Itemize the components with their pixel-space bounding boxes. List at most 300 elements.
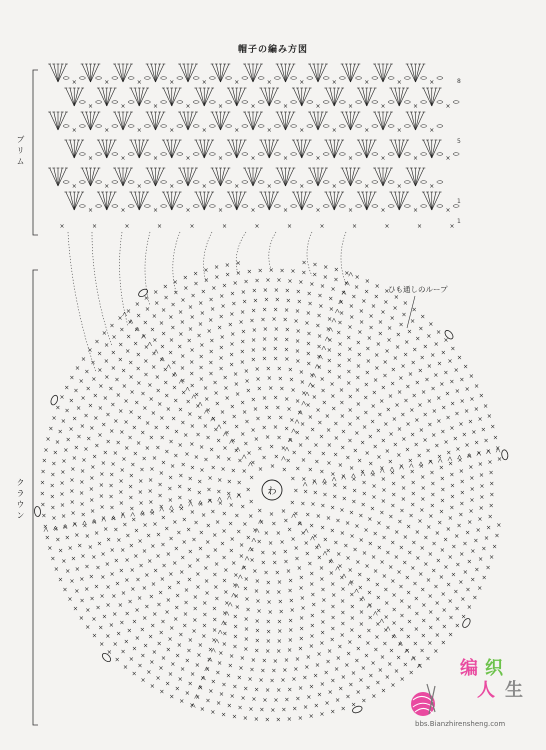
sc-symbol: × xyxy=(333,420,339,428)
sc-symbol: × xyxy=(251,696,257,704)
chain-symbol xyxy=(274,125,280,128)
fan-stitch xyxy=(227,192,264,214)
sc-symbol: × xyxy=(373,568,379,576)
fan-stitch xyxy=(324,192,361,214)
sc-symbol: × xyxy=(364,563,370,571)
sc-symbol: × xyxy=(49,482,55,490)
sc-symbol: × xyxy=(354,284,360,292)
sc-symbol: × xyxy=(495,445,501,453)
fan-stitch xyxy=(146,64,183,86)
sc-symbol: × xyxy=(139,466,145,474)
sc-symbol: × xyxy=(380,687,387,695)
sc-symbol: × xyxy=(272,559,278,567)
sc-symbol: × xyxy=(401,311,407,319)
sc-symbol: × xyxy=(488,502,494,510)
sc-symbol: × xyxy=(349,615,355,623)
sc-symbol: × xyxy=(254,647,260,655)
sc-symbol: × xyxy=(152,337,158,344)
sc-symbol: × xyxy=(295,398,301,406)
sc-symbol: × xyxy=(392,355,398,363)
sc-symbol: × xyxy=(331,127,337,134)
fan-stitch xyxy=(194,88,231,110)
sc-symbol: × xyxy=(420,485,426,493)
sc-symbol: × xyxy=(256,608,262,616)
sc-symbol: × xyxy=(102,449,108,457)
chain-symbol xyxy=(372,77,378,80)
sc-symbol: × xyxy=(412,103,419,110)
sc-symbol: × xyxy=(384,223,390,230)
sc-symbol: × xyxy=(243,367,249,375)
sc-symbol: × xyxy=(171,372,177,379)
fan-stitch xyxy=(243,64,280,86)
sc-symbol: × xyxy=(407,549,413,557)
sc-symbol: × xyxy=(335,696,341,704)
sc-symbol: × xyxy=(374,282,380,290)
sc-symbol: × xyxy=(319,640,325,648)
sc-symbol: × xyxy=(207,646,214,654)
sc-symbol: × xyxy=(180,296,186,304)
sc-symbol: × xyxy=(58,547,64,555)
chain-symbol xyxy=(291,181,297,184)
sc-symbol: × xyxy=(245,606,251,614)
chain-symbol xyxy=(193,205,199,208)
sc-symbol: × xyxy=(298,685,304,693)
sc-symbol: × xyxy=(221,711,227,719)
chain-symbol xyxy=(291,153,297,156)
sc-symbol: × xyxy=(447,515,453,523)
sc-symbol: × xyxy=(327,647,333,655)
sc-symbol: × xyxy=(214,595,220,603)
sc-symbol: × xyxy=(144,603,150,611)
sc-symbol: × xyxy=(283,558,289,566)
sc-symbol: × xyxy=(184,657,190,665)
sc-symbol: × xyxy=(299,615,305,623)
sc-symbol: × xyxy=(259,706,265,714)
sc-symbol: × xyxy=(338,387,345,394)
sc-symbol: × xyxy=(131,618,138,626)
sc-symbol: × xyxy=(299,127,305,134)
sc-symbol: × xyxy=(380,475,386,483)
sc-symbol: × xyxy=(85,624,91,631)
sc-symbol: × xyxy=(397,388,403,396)
sc-symbol: × xyxy=(369,505,376,513)
sc-symbol: × xyxy=(290,387,296,394)
sc-symbol: × xyxy=(199,443,205,451)
sc-symbol: × xyxy=(105,411,111,419)
sc-symbol: × xyxy=(415,335,421,343)
chain-symbol xyxy=(307,181,313,184)
sc-symbol: × xyxy=(363,381,369,389)
sc-symbol: × xyxy=(317,333,323,341)
sc-symbol: × xyxy=(248,498,254,506)
sc-symbol: × xyxy=(57,576,64,584)
sc-symbol: × xyxy=(197,545,204,553)
sc-symbol: × xyxy=(120,103,126,110)
sc-symbol: × xyxy=(268,540,274,548)
sc-symbol: × xyxy=(119,429,125,436)
sc-symbol: × xyxy=(384,448,390,455)
fan-stitch xyxy=(178,64,215,86)
sc-symbol: × xyxy=(70,510,76,518)
sc-symbol: × xyxy=(306,330,312,338)
sc-symbol: × xyxy=(91,554,97,562)
chain-symbol xyxy=(372,101,378,104)
sc-symbol: × xyxy=(84,563,90,571)
sc-symbol: × xyxy=(80,355,87,363)
sc-symbol: × xyxy=(156,223,163,230)
sc-symbol: × xyxy=(72,521,78,529)
sc-symbol: × xyxy=(414,416,420,424)
sc-symbol: × xyxy=(347,421,353,428)
sc-symbol: × xyxy=(186,647,192,655)
sc-symbol: × xyxy=(395,331,401,339)
sc-symbol: × xyxy=(173,428,180,436)
sc-symbol: × xyxy=(490,423,496,431)
sc-symbol: × xyxy=(156,640,162,648)
sc-symbol: × xyxy=(441,404,447,412)
sc-symbol: × xyxy=(223,384,229,392)
sc-symbol: × xyxy=(309,581,315,589)
sc-symbol: × xyxy=(412,580,418,588)
sc-symbol: × xyxy=(219,333,225,341)
sc-symbol: × xyxy=(308,713,314,721)
sc-symbol: × xyxy=(203,277,209,285)
sc-symbol: × xyxy=(124,610,130,618)
fan-stitch xyxy=(129,88,166,110)
sc-symbol: × xyxy=(144,445,150,452)
sc-symbol: × xyxy=(261,424,267,432)
sc-symbol: × xyxy=(441,623,447,631)
sc-symbol: × xyxy=(388,513,394,521)
sc-symbol: × xyxy=(87,347,93,354)
sc-symbol: × xyxy=(273,286,279,294)
sc-symbol: × xyxy=(136,440,142,447)
sc-symbol: × xyxy=(276,434,282,442)
sc-symbol: × xyxy=(278,608,284,616)
sc-symbol: × xyxy=(385,406,391,414)
sc-symbol: × xyxy=(269,677,275,685)
sc-symbol: × xyxy=(128,374,134,382)
sc-symbol: × xyxy=(433,647,439,655)
sc-symbol: × xyxy=(155,531,162,539)
sc-symbol: × xyxy=(64,384,70,392)
sc-symbol: × xyxy=(320,618,326,626)
drawstring-loop-label: ひも通しのループ xyxy=(388,285,448,294)
sc-symbol: × xyxy=(323,669,329,677)
sc-symbol: × xyxy=(143,357,149,365)
sc-symbol: × xyxy=(367,614,373,622)
sc-symbol: × xyxy=(250,155,256,162)
sc-symbol: × xyxy=(339,309,345,317)
sc-symbol: × xyxy=(106,536,112,544)
sc-symbol: × xyxy=(89,595,95,603)
sc-symbol: × xyxy=(201,183,207,190)
sc-symbol: × xyxy=(96,540,103,548)
sc-symbol: × xyxy=(319,711,325,719)
sc-symbol: × xyxy=(52,449,58,457)
sc-symbol: × xyxy=(128,472,134,480)
sc-symbol: × xyxy=(269,463,276,471)
sc-symbol: × xyxy=(433,340,439,348)
sc-symbol: × xyxy=(419,354,425,362)
sc-symbol: × xyxy=(440,486,446,494)
fan-stitch xyxy=(341,168,378,190)
sc-symbol: × xyxy=(132,450,138,458)
sc-symbol: × xyxy=(339,530,345,538)
sc-symbol: × xyxy=(425,655,431,663)
sc-symbol: × xyxy=(366,334,372,342)
sc-symbol: × xyxy=(452,435,458,443)
sc-symbol: × xyxy=(376,607,382,615)
chain-symbol xyxy=(258,125,264,128)
sc-symbol: × xyxy=(470,548,476,556)
sc-symbol: × xyxy=(223,567,229,575)
sc-symbol: × xyxy=(422,437,428,445)
sc-symbol: × xyxy=(205,434,211,442)
sc-symbol: × xyxy=(413,441,419,449)
sc-symbol: × xyxy=(412,640,418,648)
sc-symbol: × xyxy=(98,624,104,632)
sc-symbol: × xyxy=(199,342,205,350)
sc-symbol: × xyxy=(273,306,279,314)
sc-symbol: × xyxy=(363,409,369,417)
sc-symbol: × xyxy=(159,434,165,442)
sc-symbol: × xyxy=(447,598,453,605)
sc-symbol: × xyxy=(297,714,303,722)
sc-symbol: × xyxy=(71,455,77,463)
sc-symbol: × xyxy=(211,605,218,613)
sc-symbol: × xyxy=(354,523,360,531)
chain-symbol xyxy=(193,153,199,156)
sc-symbol: × xyxy=(127,598,133,606)
sc-symbol: × xyxy=(411,306,417,314)
sc-symbol: × xyxy=(397,640,403,648)
sc-symbol: × xyxy=(69,578,75,586)
sc-symbol: × xyxy=(167,496,173,504)
chain-symbol xyxy=(96,77,102,80)
fan-stitch xyxy=(292,140,329,162)
sc-symbol: × xyxy=(50,555,56,563)
sc-symbol: × xyxy=(147,382,153,390)
sc-symbol: × xyxy=(322,491,328,499)
sc-symbol: × xyxy=(347,346,353,354)
fan-stitch xyxy=(308,168,345,190)
chain-symbol xyxy=(177,181,183,184)
sc-symbol: × xyxy=(136,414,142,422)
sc-symbol: × xyxy=(284,326,290,334)
sc-symbol: × xyxy=(320,524,326,532)
sc-symbol: × xyxy=(253,588,260,595)
sc-symbol: × xyxy=(250,459,256,467)
sc-symbol: × xyxy=(118,341,124,349)
sc-symbol: × xyxy=(279,385,285,393)
sc-symbol: × xyxy=(172,278,178,286)
guide-line xyxy=(236,232,246,274)
sc-symbol: × xyxy=(335,517,341,525)
sc-symbol: × xyxy=(241,468,247,476)
fan-stitch xyxy=(406,64,443,86)
sc-symbol: × xyxy=(155,444,161,452)
sc-symbol: × xyxy=(339,574,345,582)
sc-symbol: × xyxy=(78,615,84,622)
sc-symbol: × xyxy=(261,355,268,363)
sc-symbol: × xyxy=(224,429,230,437)
sc-symbol: × xyxy=(367,516,373,524)
chain-symbol xyxy=(226,153,232,156)
chain-symbol xyxy=(356,125,362,128)
sc-symbol: × xyxy=(94,442,100,450)
sc-symbol: × xyxy=(146,669,152,677)
sc-symbol: × xyxy=(165,646,171,654)
chain-symbol xyxy=(404,125,410,128)
sc-symbol: × xyxy=(122,663,129,671)
sc-symbol: × xyxy=(115,439,121,447)
chain-symbol xyxy=(112,153,118,156)
fan-stitch xyxy=(194,192,231,214)
chain-symbol xyxy=(356,101,362,104)
sc-symbol: × xyxy=(47,545,53,552)
sc-symbol: × xyxy=(426,524,432,531)
sc-symbol: × xyxy=(258,518,265,526)
sc-symbol: × xyxy=(440,349,446,357)
sc-symbol: × xyxy=(392,441,398,449)
sc-symbol: × xyxy=(273,355,279,363)
sc-symbol: × xyxy=(361,550,368,558)
sc-symbol: × xyxy=(390,380,396,388)
sc-symbol: × xyxy=(354,430,360,437)
sc-symbol: × xyxy=(141,333,147,341)
sc-symbol: × xyxy=(242,715,248,723)
sc-symbol: × xyxy=(333,435,339,443)
sc-symbol: × xyxy=(236,674,242,682)
sc-symbol: × xyxy=(344,269,350,277)
sc-symbol: × xyxy=(276,277,282,285)
sc-symbol: × xyxy=(370,303,377,311)
sc-symbol: × xyxy=(118,477,124,485)
sc-symbol: × xyxy=(158,503,164,511)
sc-symbol: × xyxy=(336,351,343,359)
sc-symbol: × xyxy=(309,522,315,530)
sc-symbol: × xyxy=(250,396,256,404)
chain-symbol xyxy=(307,125,313,128)
sc-symbol: × xyxy=(355,689,361,697)
sc-symbol: × xyxy=(334,666,340,674)
sc-symbol: × xyxy=(299,625,305,633)
sc-symbol: × xyxy=(379,559,385,567)
sc-symbol: × xyxy=(236,528,242,536)
sc-symbol: × xyxy=(481,545,487,553)
sc-symbol: × xyxy=(243,278,249,286)
sc-symbol: × xyxy=(178,331,184,339)
sc-symbol: × xyxy=(189,509,195,516)
sc-symbol: × xyxy=(168,535,174,543)
sc-symbol: × xyxy=(355,559,361,566)
sc-symbol: × xyxy=(250,103,256,110)
sc-symbol: × xyxy=(448,631,454,639)
sc-symbol: × xyxy=(233,370,239,378)
fan-stitch xyxy=(373,112,410,134)
sc-symbol: × xyxy=(189,440,195,448)
sc-symbol: × xyxy=(162,283,168,291)
chain-symbol xyxy=(307,101,313,104)
sc-symbol: × xyxy=(380,308,386,316)
sc-symbol: × xyxy=(59,480,65,487)
sc-symbol: × xyxy=(103,526,109,533)
sc-symbol: × xyxy=(360,501,366,509)
sc-symbol: × xyxy=(267,608,273,616)
sc-symbol: × xyxy=(191,536,197,544)
sc-symbol: × xyxy=(201,512,207,519)
sc-symbol: × xyxy=(231,413,237,421)
sc-symbol: × xyxy=(418,463,424,471)
sc-symbol: × xyxy=(219,293,225,301)
sc-symbol: × xyxy=(364,278,370,286)
sc-symbol: × xyxy=(155,675,161,682)
crown-section-label: クラウン xyxy=(16,478,25,522)
sc-symbol: × xyxy=(262,336,268,343)
sc-symbol: × xyxy=(229,351,235,359)
sc-symbol: × xyxy=(286,223,293,230)
chain-symbol xyxy=(421,125,427,128)
sc-symbol: × xyxy=(189,358,195,366)
sc-symbol: × xyxy=(346,380,352,388)
sc-symbol: × xyxy=(121,382,127,390)
sc-symbol: × xyxy=(124,445,130,453)
sc-symbol: × xyxy=(92,453,98,461)
sc-symbol: × xyxy=(232,633,239,641)
sc-symbol: × xyxy=(307,560,313,568)
sc-symbol: × xyxy=(88,573,94,581)
sc-symbol: × xyxy=(197,414,203,422)
sc-symbol: × xyxy=(138,477,144,485)
sc-symbol: × xyxy=(314,661,321,669)
sc-symbol: × xyxy=(153,424,159,432)
sc-symbol: × xyxy=(195,403,201,410)
sc-symbol: × xyxy=(448,460,454,468)
sc-symbol: × xyxy=(396,127,402,134)
sc-symbol: × xyxy=(187,680,193,688)
sc-symbol: × xyxy=(92,392,98,400)
sc-symbol: × xyxy=(147,557,153,565)
sc-symbol: × xyxy=(282,103,289,110)
sc-symbol: × xyxy=(229,403,235,411)
sc-symbol: × xyxy=(322,273,328,281)
chain-symbol xyxy=(209,101,215,104)
sc-symbol: × xyxy=(339,412,345,420)
sc-symbol: × xyxy=(265,618,271,626)
sc-symbol: × xyxy=(217,499,223,507)
sc-symbol: × xyxy=(338,299,344,307)
sc-symbol: × xyxy=(288,617,294,625)
sc-symbol: × xyxy=(161,330,167,338)
sc-symbol: × xyxy=(294,429,300,437)
sc-symbol: × xyxy=(121,455,127,463)
sc-symbol: × xyxy=(155,552,161,560)
sc-symbol: × xyxy=(445,207,451,214)
sc-symbol: × xyxy=(449,425,455,432)
sc-symbol: × xyxy=(167,584,173,592)
sc-symbol: × xyxy=(435,616,441,624)
fan-stitch xyxy=(162,192,199,214)
sc-symbol: × xyxy=(402,661,408,669)
sc-symbol: × xyxy=(294,308,301,316)
sc-symbol: × xyxy=(384,288,390,296)
sc-symbol: × xyxy=(164,392,170,400)
sc-symbol: × xyxy=(361,479,367,487)
chain-symbol xyxy=(307,153,313,156)
sc-symbol: × xyxy=(90,359,96,367)
sc-symbol: × xyxy=(209,446,215,454)
